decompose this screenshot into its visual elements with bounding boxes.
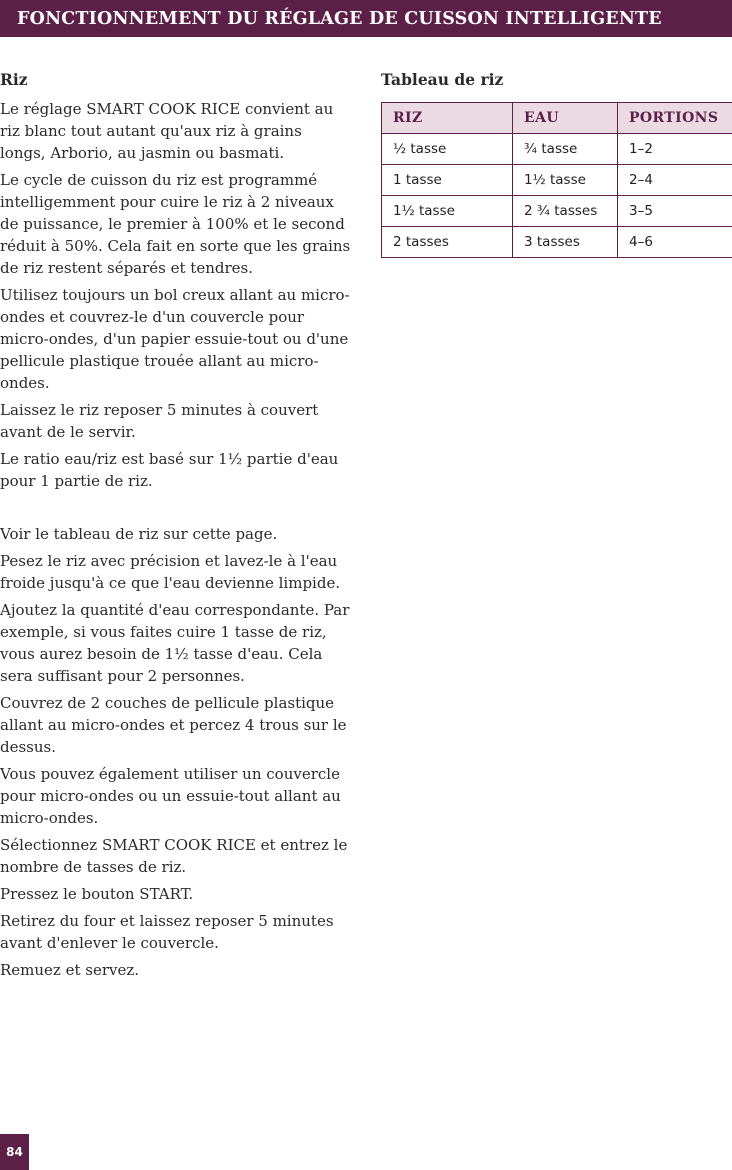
table-row bbox=[382, 196, 732, 227]
table-cell: 3 tasses bbox=[513, 227, 618, 258]
paragraph: Utilisez toujours un bol creux allant au micro-ondes et couvrez-le d'un couvercle pour micro-ondes, d'un papier essuie-tout ou d'une pellicule plastique trouée allant au micro-ondes. bbox=[0, 286, 350, 392]
table-header-row bbox=[382, 103, 732, 134]
table-cell: 2 tasses bbox=[382, 227, 513, 258]
table-cell: 1 tasse bbox=[382, 165, 513, 196]
page-number: 84 bbox=[0, 1134, 29, 1170]
table-cell: 1½ tasse bbox=[382, 196, 513, 227]
paragraph: Voir le tableau de riz sur cette page. bbox=[0, 525, 278, 543]
table-cell: 1½ tasse bbox=[513, 165, 618, 196]
paragraph: Retirez du four et laissez reposer 5 minutes avant d'enlever le couvercle. bbox=[0, 912, 334, 952]
table-cell: 2–4 bbox=[618, 165, 732, 196]
table-cell: 2 ¾ tasses bbox=[513, 196, 618, 227]
rice-table-section bbox=[381, 70, 732, 258]
paragraph: Sélectionnez SMART COOK RICE et entrez le nombre de tasses de riz. bbox=[0, 836, 348, 876]
paragraph: Le réglage SMART COOK RICE convient au riz blanc tout autant qu'aux riz à grains longs, Arborio, au jasmin ou basmati. bbox=[0, 100, 334, 162]
table-row bbox=[382, 134, 732, 165]
spacer bbox=[0, 497, 352, 523]
paragraph: Ajoutez la quantité d'eau correspondante. Par exemple, si vous faites cuire 1 tasse de riz, vous aurez besoin de 1½ tasse d'eau. Cela sera suffisant pour 2 personnes. bbox=[0, 601, 350, 685]
paragraph: Remuez et servez. bbox=[0, 961, 140, 979]
page-title: FONCTIONNEMENT DU RÉGLAGE DE CUISSON INTELLIGENTE bbox=[17, 8, 662, 29]
table-title: Tableau de riz bbox=[381, 70, 504, 89]
page-header bbox=[0, 0, 732, 37]
instructions-column bbox=[0, 70, 352, 986]
paragraph: Pesez le riz avec précision et lavez-le à l'eau froide jusqu'à ce que l'eau devienne limpide. bbox=[0, 552, 341, 592]
paragraph: Vous pouvez également utiliser un couvercle pour micro-ondes ou un essuie-tout allant au micro-ondes. bbox=[0, 765, 341, 827]
table-row bbox=[382, 227, 732, 258]
paragraph: Le ratio eau/riz est basé sur 1½ partie d'eau pour 1 partie de riz. bbox=[0, 450, 339, 490]
column-header-eau: EAU bbox=[513, 103, 618, 134]
section-heading: Riz bbox=[0, 70, 28, 89]
table-cell: 3–5 bbox=[618, 196, 732, 227]
table-row bbox=[382, 165, 732, 196]
paragraph: Couvrez de 2 couches de pellicule plastique allant au micro-ondes et percez 4 trous sur le dessus. bbox=[0, 694, 347, 756]
paragraph: Le cycle de cuisson du riz est programmé intelligemment pour cuire le riz à 2 niveaux de puissance, le premier à 100% et le second réduit à 50%. Cela fait en sorte que les grains de riz restent séparés et tendres. bbox=[0, 171, 351, 277]
paragraph: Pressez le bouton START. bbox=[0, 885, 194, 903]
paragraph: Laissez le riz reposer 5 minutes à couvert avant de le servir. bbox=[0, 401, 319, 441]
rice-table bbox=[381, 102, 732, 258]
table-cell: ½ tasse bbox=[382, 134, 513, 165]
table-cell: 1–2 bbox=[618, 134, 732, 165]
column-header-riz: RIZ bbox=[382, 103, 513, 134]
table-cell: 4–6 bbox=[618, 227, 732, 258]
table-cell: ¾ tasse bbox=[513, 134, 618, 165]
column-header-portions: PORTIONS bbox=[618, 103, 732, 134]
